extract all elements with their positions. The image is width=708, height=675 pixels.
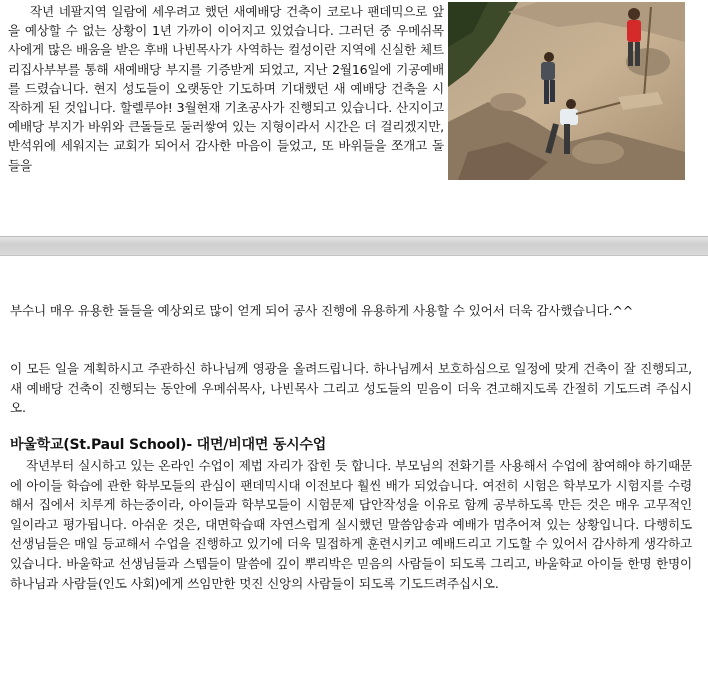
- construction-paragraph: 작년 네팔지역 일람에 세우려고 했던 새예배당 건축이 코로나 팬데믹으로 앞을 예상할 수 없는 상황이 1년 가까이 이어지고 있었습니다. 그러던 중 우메쉬목사에게 많은 배움을 받은 후배 나빈목사가 사역하는 컬성이란 지역에 신실한 체트리집사부부를 통해 새예배당 부지를 기증받게 되었고, 지난 2월16일에 기공예배를 드렸습니다. 현지 성도들이 오랫동안 기도하며 기대했던 새 예배당 건축을 시작하게 된 것입니다. 할렐루야! 3월현재 기초공사가 진행되고 있습니다. 산지이고 예배당 부지가 바위와 큰돌들로 둘러쌓여 있는 지형이라서 시간은 더 걸리겠지만, 반석위에 세워지는 교회가 되어서 감사한 마음이 들었고, 또 바위들을 쪼개고 돌들을: [8, 4, 444, 173]
- document-page-bottom: [0, 256, 708, 675]
- document-page-top: [0, 0, 708, 232]
- school-paragraph: 작년부터 실시하고 있는 온라인 수업이 제법 자리가 잡힌 듯 합니다. 부모님의 전화기를 사용해서 수업에 참여해야 하기때문에 아이들 학습에 관한 학부모들의 관심이 팬데믹시대 이전보다 훨씬 배가 되었습니다. 여전히 시험은 학부모가 시험지를 수령해서 집에서 치루게 하는중이라, 아이들과 학부모들이 시험문제 답안작성을 이유로 함께 공부하도록 만든 것은 매우 고무적인 일이라고 평가됩니다. 아쉬운 것은, 대면학습때 자연스럽게 실시했던 말씀암송과 예배가 멈추어져 있는 상황입니다. 다행히도 선생님들은 매일 등교해서 수업을 진행하고 있기에 더욱 밀접하게 훈련시키고 예배드리고 기도할 수 있어서 감사하게 생각하고 있습니다. 바울학교 선생님들과 스텝들이 말씀에 깊이 뿌리박은 믿음의 사람들이 되도록 그리고, 바울학교 아이들 한명 한명이 하나님과 사람들(인도 사회)에게 쓰임만한 멋진 신앙의 사람들이 되도록 기도드려주십시오.: [10, 458, 692, 591]
- construction-site-photo: [448, 2, 685, 180]
- prayer-paragraph: 이 모든 일을 계획하시고 주관하신 하나님께 영광을 올려드립니다. 하나님께서 보호하심으로 일정에 맞게 건축이 잘 진행되고, 새 예배당 건축이 진행되는 동안에 우메쉬목사, 나빈목사 그리고 성도들의 믿음이 더욱 견고해지도록 간절히 기도드려 주십시오.: [10, 361, 692, 416]
- section-heading-st-paul-school: 바울학교(St.Paul School)- 대면/비대면 동시수업: [10, 437, 327, 453]
- stone-paragraph: 부수니 매우 유용한 돌들을 예상외로 많이 얻게 되어 공사 진행에 유용하게 사용할 수 있어서 더욱 감사했습니다.^^: [10, 303, 634, 318]
- page-break-divider: [0, 236, 708, 256]
